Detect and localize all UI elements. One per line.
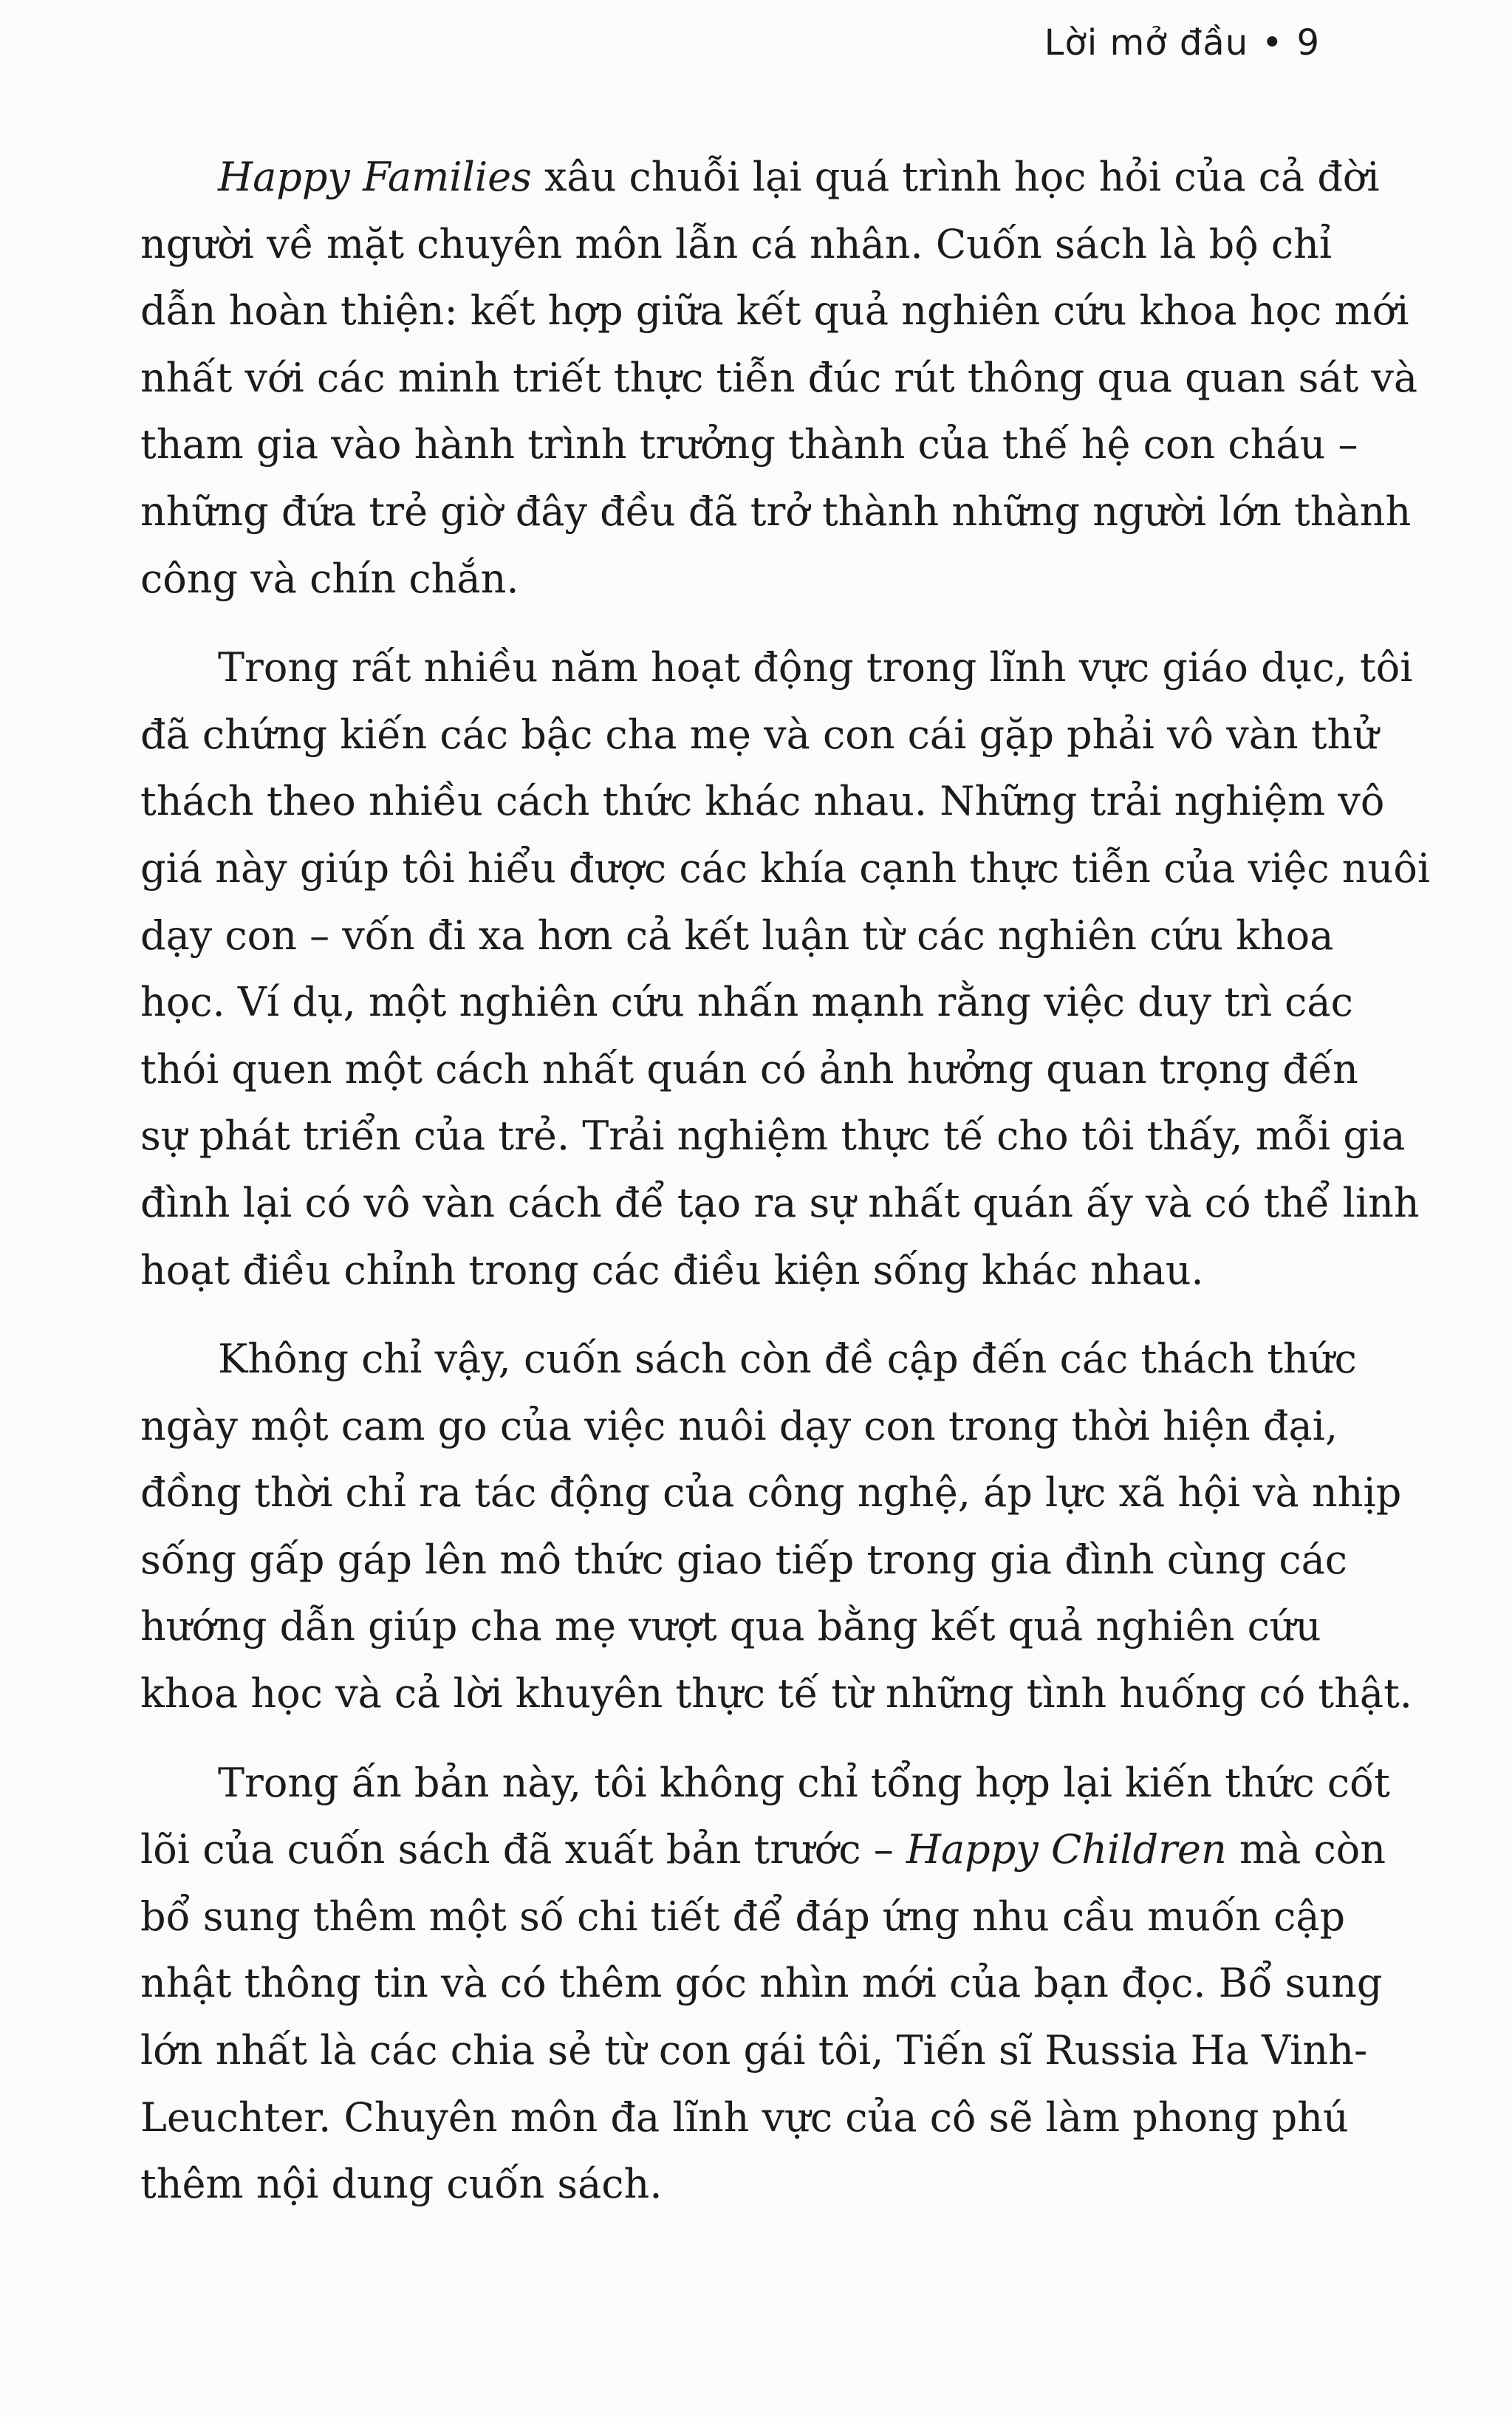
text-line: Leuchter. Chuyên môn đa lĩnh vực của cô sẽ làm phong phú [140, 2093, 1349, 2141]
text-line: thêm nội dung cuốn sách. [140, 2161, 663, 2208]
text-line: công và chín chắn. [140, 555, 519, 602]
text-line: lớn nhất là các chia sẻ từ con gái tôi, Tiến sĩ Russia Ha Vinh- [140, 2027, 1368, 2074]
text-line: đình lại có vô vàn cách để tạo ra sự nhất quán ấy và có thể linh [140, 1179, 1420, 1226]
text-line: thói quen một cách nhất quán có ảnh hưởng quan trọng đến [140, 1045, 1358, 1093]
text-line: Trong ấn bản này, tôi không chỉ tổng hợp lại kiến thức cốt [218, 1759, 1390, 1806]
text-line: Happy Families xâu chuỗi lại quá trình học hỏi của cả đời [218, 154, 1380, 200]
paragraph-4 [140, 1750, 1390, 2218]
running-header [1044, 22, 1320, 64]
page-number: 9 [1296, 22, 1320, 64]
text-line: Trong rất nhiều năm hoạt động trong lĩnh vực giáo dục, tôi [218, 644, 1413, 691]
book-title: Happy Children [906, 1826, 1227, 1873]
text-line: hướng dẫn giúp cha mẹ vượt qua bằng kết quả nghiên cứu [140, 1603, 1321, 1650]
text-line: ngày một cam go của việc nuôi dạy con trong thời hiện đại, [140, 1402, 1338, 1449]
header-separator: • [1262, 22, 1284, 64]
text-line: lõi của cuốn sách đã xuất bản trước – Happy Children mà còn [140, 1826, 1386, 1873]
text-line: dẫn hoàn thiện: kết hợp giữa kết quả nghiên cứu khoa học mới [140, 287, 1409, 335]
text-line: đã chứng kiến các bậc cha mẹ và con cái gặp phải vô vàn thử [140, 711, 1379, 758]
text-line: nhất với các minh triết thực tiễn đúc rút thông qua quan sát và [140, 354, 1418, 401]
body-text [140, 144, 1431, 2240]
text-line: nhật thông tin và có thêm góc nhìn mới của bạn đọc. Bổ sung [140, 1960, 1383, 2007]
book-title: Happy Families [218, 154, 532, 200]
text-line: người về mặt chuyên môn lẫn cá nhân. Cuốn sách là bộ chỉ [140, 220, 1333, 267]
section-title: Lời mở đầu [1044, 22, 1249, 64]
text-line: dạy con – vốn đi xa hơn cả kết luận từ các nghiên cứu khoa [140, 912, 1334, 959]
text-line: học. Ví dụ, một nghiên cứu nhấn mạnh rằng việc duy trì các [140, 979, 1353, 1026]
text-line: Không chỉ vậy, cuốn sách còn đề cập đến các thách thức [218, 1336, 1357, 1383]
paragraph-3 [140, 1326, 1412, 1728]
text-line: bổ sung thêm một số chi tiết để đáp ứng nhu cầu muốn cập [140, 1893, 1346, 1940]
text-line: giá này giúp tôi hiểu được các khía cạnh thực tiễn của việc nuôi [140, 844, 1431, 892]
text-line: thách theo nhiều cách thức khác nhau. Những trải nghiệm vô [140, 778, 1385, 825]
text-line: đồng thời chỉ ra tác động của công nghệ, áp lực xã hội và nhịp [140, 1469, 1402, 1517]
text-line: tham gia vào hành trình trưởng thành của thế hệ con cháu – [140, 421, 1358, 468]
text-line: những đứa trẻ giờ đây đều đã trở thành những người lớn thành [140, 488, 1412, 535]
text-line: sống gấp gáp lên mô thức giao tiếp trong gia đình cùng các [140, 1536, 1348, 1583]
text-line: khoa học và cả lời khuyên thực tế từ những tình huống có thật. [140, 1670, 1412, 1717]
paragraph-1 [140, 144, 1418, 612]
paragraph-2 [140, 635, 1431, 1304]
text-line: sự phát triển của trẻ. Trải nghiệm thực tế cho tôi thấy, mỗi gia [140, 1112, 1406, 1160]
text-line: hoạt điều chỉnh trong các điều kiện sống khác nhau. [140, 1246, 1204, 1293]
